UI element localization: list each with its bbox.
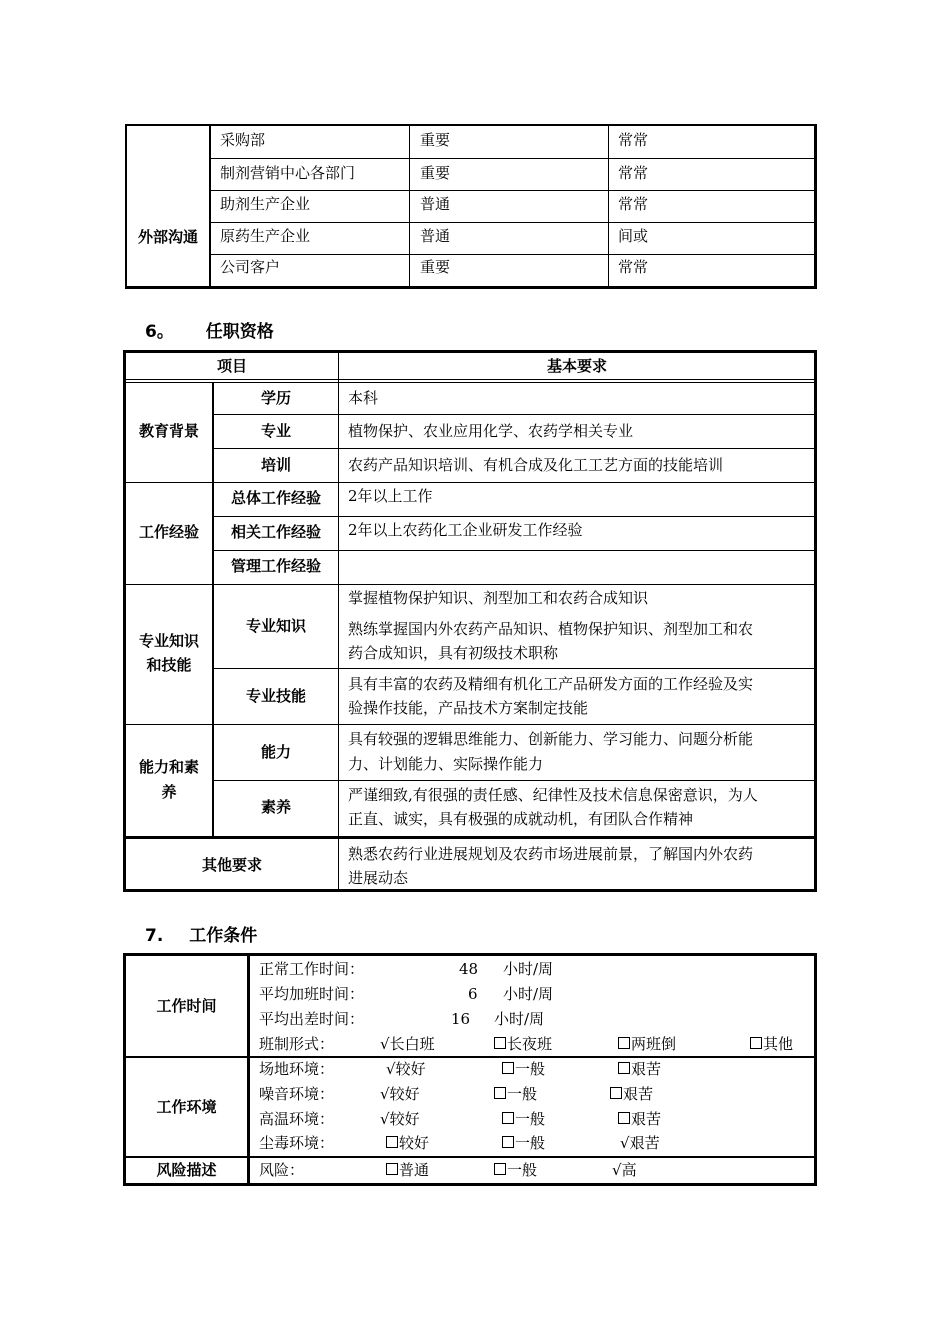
option-label: 一般	[515, 1134, 546, 1152]
environment-label: 工作环境	[156, 1098, 217, 1116]
other-requirements-label: 其他要求	[201, 856, 262, 874]
checkbox-icon	[494, 1087, 506, 1099]
check-mark-icon: √	[386, 1060, 396, 1078]
row-label: 学历	[260, 389, 291, 407]
checkbox-icon	[494, 1037, 506, 1049]
option-label: 其他	[763, 1035, 794, 1053]
row-value: 具有丰富的农药及精细有机化工产品研发方面的工作经验及实	[348, 675, 754, 693]
option-label: 一般	[515, 1110, 546, 1128]
option-label: 一般	[507, 1085, 538, 1103]
option-label: 较好	[389, 1110, 420, 1128]
row-value: 具有较强的逻辑思维能力、创新能力、学习能力、问题分析能	[348, 730, 754, 748]
option-label: 艰苦	[631, 1060, 662, 1078]
comm-party: 公司客户	[220, 258, 281, 276]
row-label: 总体工作经验	[230, 489, 321, 507]
normal-hours-label: 正常工作时间：	[259, 960, 365, 978]
env-option	[502, 1131, 545, 1155]
comm-party: 制剂营销中心各部门	[220, 164, 356, 182]
row-value: 力、计划能力、实际操作能力	[348, 755, 544, 773]
env-option	[494, 1082, 537, 1106]
ability-label-line2: 养	[161, 783, 177, 801]
check-mark-icon: √	[380, 1035, 390, 1053]
row-value: 2年以上工作	[348, 487, 433, 505]
option-label: 一般	[507, 1161, 538, 1179]
shift-option-two-shifts	[618, 1032, 676, 1056]
section7-title: 工作条件	[189, 926, 258, 946]
checkbox-icon	[618, 1112, 630, 1124]
row-value: 掌握植物保护知识、剂型加工和农药合成知识	[348, 589, 649, 607]
row-label: 管理工作经验	[230, 557, 321, 575]
shift-option-night	[494, 1032, 552, 1056]
option-label: 较好	[399, 1134, 430, 1152]
row-value: 本科	[348, 389, 379, 407]
overtime-hours-label: 平均加班时间：	[259, 985, 365, 1003]
comm-frequency: 常常	[618, 195, 649, 213]
travel-hours-label: 平均出差时间：	[259, 1010, 365, 1028]
environment-name: 场地环境：	[259, 1060, 335, 1078]
check-mark-icon: √	[620, 1134, 630, 1152]
checkbox-icon	[502, 1112, 514, 1124]
environment-name: 噪音环境：	[259, 1085, 335, 1103]
env-option	[620, 1131, 660, 1155]
checkbox-icon	[750, 1037, 762, 1049]
comm-importance: 重要	[420, 258, 451, 276]
check-mark-icon: √	[612, 1161, 622, 1179]
comm-party: 原药生产企业	[220, 227, 311, 245]
checkbox-icon	[618, 1062, 630, 1074]
env-option	[386, 1131, 429, 1155]
education-label: 教育背景	[138, 422, 199, 440]
risk-option	[386, 1158, 429, 1182]
header-item: 项目	[216, 357, 247, 375]
comm-frequency: 常常	[618, 258, 649, 276]
option-label: 一般	[515, 1060, 546, 1078]
env-option	[380, 1082, 420, 1106]
ability-label: 能力和素	[138, 758, 199, 776]
comm-importance: 普通	[420, 195, 451, 213]
knowledge-label-line2: 和技能	[146, 656, 192, 674]
shift-option-other	[750, 1032, 793, 1056]
row-value: 验操作技能，产品技术方案制定技能	[348, 699, 589, 717]
env-option	[502, 1107, 545, 1131]
env-option	[618, 1057, 661, 1081]
header-requirements: 基本要求	[546, 357, 607, 375]
travel-hours-unit: 小时/周	[494, 1010, 545, 1028]
comm-frequency: 间或	[618, 227, 649, 245]
option-label: 两班倒	[631, 1035, 677, 1053]
row-value: 熟练掌握国内外农药产品知识、植物保护知识、剂型加工和农	[348, 620, 754, 638]
risk-label: 风险描述	[156, 1161, 217, 1179]
checkbox-icon	[502, 1062, 514, 1074]
overtime-hours-value: 6	[468, 985, 478, 1003]
row-label: 专业技能	[245, 687, 306, 705]
section6-title: 任职资格	[205, 322, 274, 342]
comm-group-label: 外部沟通	[137, 228, 198, 246]
check-mark-icon: √	[380, 1110, 390, 1128]
comm-frequency: 常常	[618, 131, 649, 149]
env-option	[380, 1107, 420, 1131]
option-label: 较好	[389, 1085, 420, 1103]
section7-number: 7.	[145, 926, 164, 946]
option-label: 普通	[399, 1161, 430, 1179]
checkbox-icon	[610, 1087, 622, 1099]
shift-label: 班制形式：	[259, 1035, 335, 1053]
row-value: 熟悉农药行业进展规划及农药市场进展前景，了解国内外农药	[348, 845, 754, 863]
row-value: 进展动态	[348, 869, 409, 887]
risk-option	[612, 1158, 637, 1182]
checkbox-icon	[386, 1136, 398, 1148]
experience-label: 工作经验	[138, 523, 199, 541]
env-option	[610, 1082, 653, 1106]
checkbox-icon	[618, 1037, 630, 1049]
row-label: 相关工作经验	[230, 523, 321, 541]
row-value: 2年以上农药化工企业研发工作经验	[348, 521, 583, 539]
comm-importance: 普通	[420, 227, 451, 245]
row-value: 严谨细致,有很强的责任感、纪律性及技术信息保密意识，为人	[348, 786, 758, 804]
row-value: 农药产品知识培训、有机合成及化工工艺方面的技能培训	[348, 456, 724, 474]
comm-importance: 重要	[420, 131, 451, 149]
option-label: 长白班	[389, 1035, 435, 1053]
work-time-label: 工作时间	[156, 997, 217, 1015]
row-label: 专业	[260, 422, 291, 440]
env-option	[386, 1057, 426, 1081]
row-label: 培训	[260, 456, 291, 474]
checkbox-icon	[494, 1163, 506, 1175]
row-value: 正直、诚实，具有极强的成就动机，有团队合作精神	[348, 810, 694, 828]
row-value: 植物保护、农业应用化学、农药学相关专业	[348, 422, 634, 440]
option-label: 艰苦	[623, 1085, 654, 1103]
comm-party: 助剂生产企业	[220, 195, 311, 213]
travel-hours-value: 16	[451, 1010, 471, 1028]
overtime-hours-unit: 小时/周	[503, 985, 554, 1003]
section6-number: 6。	[145, 322, 174, 342]
checkbox-icon	[502, 1136, 514, 1148]
environment-name: 尘毒环境：	[259, 1134, 335, 1152]
check-mark-icon: √	[380, 1085, 390, 1103]
env-option	[618, 1107, 661, 1131]
row-label: 专业知识	[245, 617, 306, 635]
normal-hours-unit: 小时/周	[503, 960, 554, 978]
option-label: 较好	[395, 1060, 426, 1078]
checkbox-icon	[386, 1163, 398, 1175]
section6-heading	[145, 320, 274, 344]
risk-name: 风险：	[259, 1161, 305, 1179]
section7-heading	[145, 924, 257, 948]
option-label: 高	[621, 1161, 637, 1179]
comm-importance: 重要	[420, 164, 451, 182]
shift-option-day	[380, 1032, 435, 1056]
risk-option	[494, 1158, 537, 1182]
knowledge-label: 专业知识	[138, 632, 199, 650]
comm-frequency: 常常	[618, 164, 649, 182]
option-label: 艰苦	[629, 1134, 660, 1152]
row-label: 能力	[260, 743, 291, 761]
option-label: 长夜班	[507, 1035, 553, 1053]
option-label: 艰苦	[631, 1110, 662, 1128]
row-label: 素养	[260, 798, 291, 816]
normal-hours-value: 48	[459, 960, 479, 978]
environment-name: 高温环境：	[259, 1110, 335, 1128]
comm-party: 采购部	[220, 131, 266, 149]
env-option	[502, 1057, 545, 1081]
row-value: 药合成知识，具有初级技术职称	[348, 644, 559, 662]
